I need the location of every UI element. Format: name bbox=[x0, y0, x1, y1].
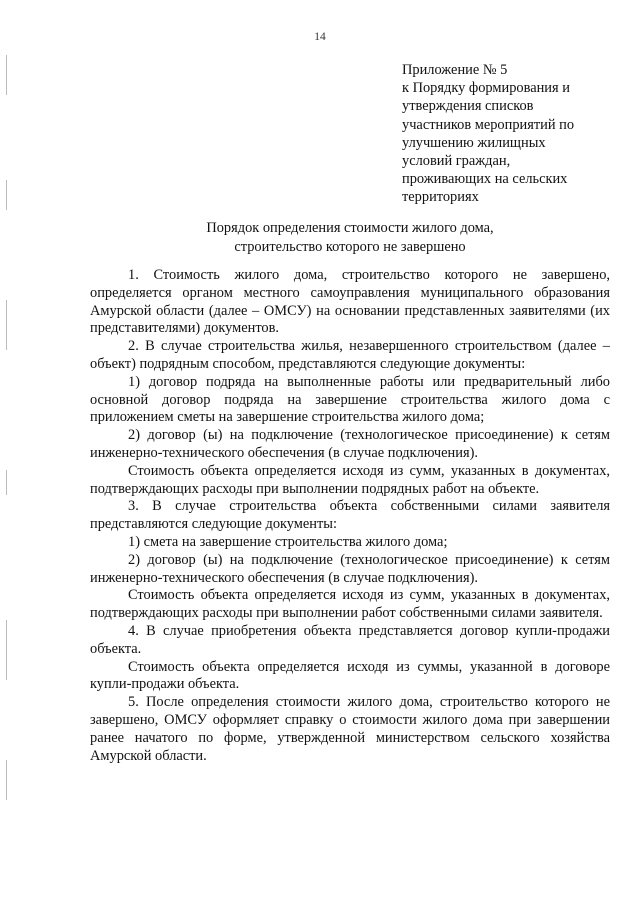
document-title bbox=[0, 219, 640, 256]
page-number: 14 bbox=[314, 31, 326, 43]
appendix-line: условий граждан, bbox=[402, 153, 511, 170]
appendix-line: Приложение № 5 bbox=[402, 62, 508, 78]
title-line: Порядок определения стоимости жилого дома, bbox=[206, 220, 494, 236]
paragraph: Стоимость объекта определяется исходя из сумм, указанных в документах, подтверждающих расходы при выполнении подрядных работ на объекте. bbox=[90, 462, 610, 497]
appendix-line: территориях bbox=[402, 189, 479, 206]
paragraph: 5. После определения стоимости жилого дома, строительство которого не завершено, ОМСУ оформляет справку о стоимости жилого дома при завершении ранее начатого по форме, утвержденной министерством сельского хозяйства Амурской области. bbox=[90, 694, 610, 764]
paragraph: 1) смета на завершение строительства жилого дома; bbox=[128, 533, 448, 550]
paragraph: 2) договор (ы) на подключение (технологическое присоединение) к сетям инженерно-технического обеспечения (в случае подключения). bbox=[90, 551, 610, 586]
appendix-line: к Порядку формирования и bbox=[402, 80, 570, 97]
paragraph: Стоимость объекта определяется исходя из сумм, указанных в документах, подтверждающих расходы при выполнении работ собственными силами заявителя. bbox=[90, 587, 610, 622]
title-line: строительство которого не завершено bbox=[234, 238, 466, 255]
paragraph: 2) договор (ы) на подключение (технологическое присоединение) к сетям инженерно-технического обеспечения (в случае подключения). bbox=[90, 427, 610, 461]
document-body bbox=[90, 267, 610, 765]
paragraph: 1. Стоимость жилого дома, строительство которого не завершено, определяется органом местного самоуправления муниципального образования Амурской области (далее – ОМСУ) на основании представленных заявителями (их представителями) документов. bbox=[90, 267, 610, 337]
paragraph: Стоимость объекта определяется исходя из суммы, указанной в договоре купли-продажи объекта. bbox=[90, 658, 610, 693]
scan-edge-marks bbox=[6, 0, 8, 905]
appendix-line: улучшению жилищных bbox=[402, 134, 546, 151]
appendix-line: участников мероприятий по bbox=[402, 116, 575, 133]
appendix-line: утверждения списков bbox=[402, 98, 534, 115]
appendix-line: проживающих на сельских bbox=[402, 171, 568, 188]
paragraph: 1) договор подряда на выполненные работы или предварительный либо основной договор подряда на завершение строительства жилого дома с приложением сметы на завершение строительства жилого дома; bbox=[90, 373, 610, 426]
paragraph: 2. В случае строительства жилья, незавершенного строительством (далее – объект) подрядным способом, представляются следующие документы: bbox=[90, 338, 610, 372]
appendix-header bbox=[402, 61, 617, 207]
paragraph: 4. В случае приобретения объекта представляется договор купли-продажи объекта. bbox=[90, 622, 610, 657]
paragraph: 3. В случае строительства объекта собственными силами заявителя представляются следующие документы: bbox=[90, 498, 610, 533]
